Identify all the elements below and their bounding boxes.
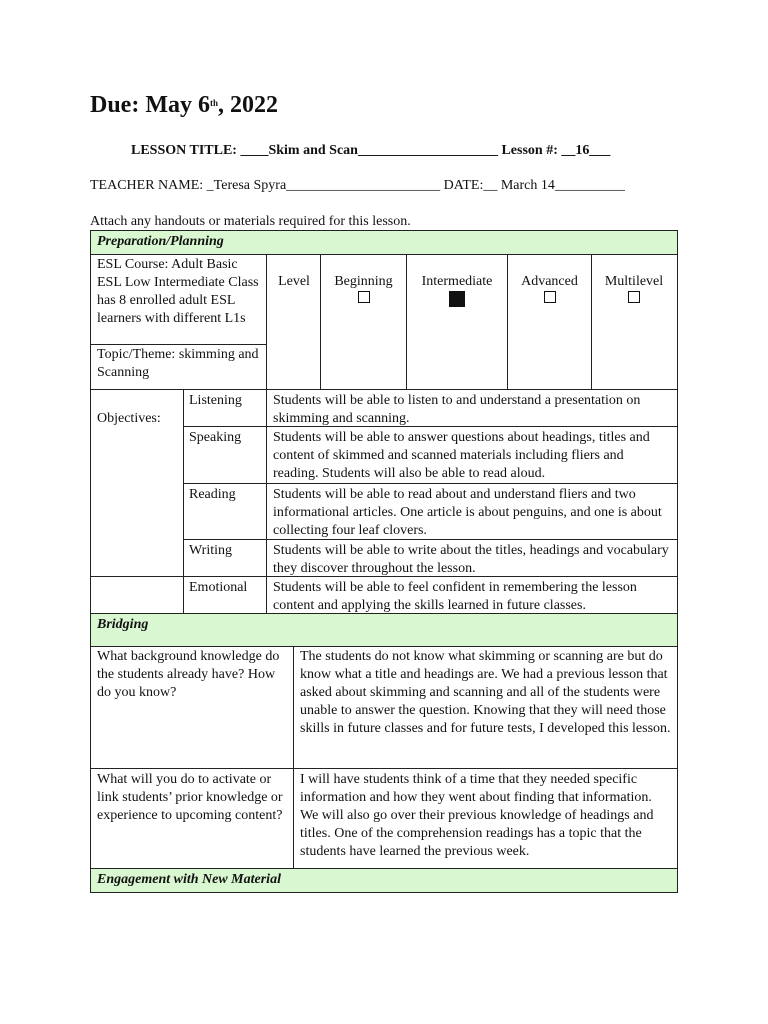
- course-topic: Topic/Theme: skimming and Scanning: [97, 347, 259, 380]
- bridging-header-bg: [90, 614, 677, 647]
- objective-skill-emotional: Emotional: [189, 580, 248, 595]
- grid-line: [320, 254, 321, 390]
- prep-section-title: Preparation/Planning: [97, 234, 224, 249]
- lesson-number-label: Lesson #:: [497, 143, 562, 158]
- grid-line: [90, 892, 678, 893]
- grid-line: [591, 254, 592, 390]
- grid-line: [90, 613, 678, 614]
- checkbox-advanced-icon[interactable]: [544, 291, 556, 303]
- level-advanced: [508, 273, 591, 309]
- due-suffix: , 2022: [218, 92, 278, 118]
- bridging-question-1: What background knowledge do the students already have? How do you know?: [97, 649, 280, 700]
- grid-line: [183, 483, 678, 484]
- level-intermediate: [406, 273, 508, 313]
- objective-text-emotional: Students will be able to feel confident in remembering the lesson content and applying the skills learned in future classes.: [273, 580, 637, 613]
- teacher-value: _Teresa Spyra______________________: [206, 178, 441, 193]
- level-beginning: [321, 273, 406, 309]
- grid-line: [90, 768, 678, 769]
- objective-text-listening: Students will be able to listen to and understand a presentation on skimming and scanning.: [273, 393, 641, 426]
- teacher-label: TEACHER NAME:: [90, 178, 207, 193]
- objective-text-writing: Students will be able to write about the titles, headings and vocabulary they discover throughout the lesson.: [273, 543, 669, 576]
- lesson-number-value: __16___: [561, 143, 611, 158]
- grid-line: [183, 389, 184, 614]
- grid-line: [406, 254, 407, 390]
- objectives-label: Objectives:: [97, 411, 161, 426]
- lesson-title-label: LESSON TITLE:: [131, 143, 241, 158]
- teacher-line: [90, 178, 625, 194]
- objective-text-speaking: Students will be able to answer questions about headings, titles and content of skimmed and scanned materials including fliers and reading. Students will also be able to read aloud.: [273, 430, 650, 481]
- grid-line: [183, 539, 678, 540]
- checkbox-multilevel-icon[interactable]: [628, 291, 640, 303]
- bridging-answer-1: The students do not know what skimming or scanning are but do know what a title and headings are. We had a previous lesson that asked about skimming and scanning and all of the students were unable to answer the question. Knowing that they will need those skills in future classes and for future tests, I developed this lesson.: [300, 649, 671, 736]
- due-superscript: th: [209, 98, 218, 108]
- grid-line: [90, 344, 267, 345]
- attach-note: Attach any handouts or materials required for this lesson.: [90, 214, 411, 229]
- grid-line: [90, 646, 678, 647]
- grid-line: [266, 254, 267, 390]
- level-beginning-label: Beginning: [334, 274, 393, 289]
- bridging-answer-2: I will have students think of a time that they needed specific information and how they went about finding that information. We will also go over their previous knowledge of headings and titles. One of the comprehension readings has a topic that the students have learned the previous week.: [300, 772, 654, 859]
- engagement-section-title: Engagement with New Material: [97, 872, 281, 887]
- course-description: ESL Course: Adult Basic ESL Low Intermediate Class has 8 enrolled adult ESL learners with different L1s: [97, 257, 259, 326]
- grid-line: [90, 868, 678, 869]
- lesson-title-value: ____Skim and Scan____________________: [240, 143, 498, 158]
- due-prefix: Due: May 6: [90, 92, 210, 118]
- objective-skill-speaking: Speaking: [189, 430, 242, 445]
- lesson-title-line: [131, 143, 610, 159]
- due-date-heading: [90, 92, 278, 119]
- objective-skill-writing: Writing: [189, 543, 232, 558]
- grid-line: [677, 230, 678, 893]
- grid-line: [266, 389, 267, 614]
- grid-line: [90, 389, 678, 390]
- grid-line: [90, 230, 91, 893]
- date-value: __ March 14__________: [483, 178, 625, 193]
- date-label: DATE:: [440, 178, 484, 193]
- objective-skill-reading: Reading: [189, 487, 236, 502]
- objective-text-reading: Students will be able to read about and understand fliers and two informational articles. One article is about penguins, and one is about collecting four leaf clovers.: [273, 487, 662, 538]
- grid-line: [183, 426, 678, 427]
- objective-skill-listening: Listening: [189, 393, 242, 408]
- level-intermediate-label: Intermediate: [421, 274, 493, 289]
- grid-line: [90, 230, 678, 231]
- grid-line: [90, 254, 678, 255]
- bridging-section-title: Bridging: [97, 617, 149, 632]
- checkbox-beginning-icon[interactable]: [358, 291, 370, 303]
- grid-line: [507, 254, 508, 390]
- level-multilevel-label: Multilevel: [604, 274, 664, 289]
- grid-line: [90, 576, 678, 577]
- level-label: Level: [278, 274, 310, 289]
- bridging-question-2: What will you do to activate or link students’ prior knowledge or experience to upcoming content?: [97, 772, 283, 823]
- grid-line: [293, 646, 294, 869]
- level-multilevel: [591, 273, 677, 309]
- checkbox-intermediate-checked-icon[interactable]: [449, 291, 465, 307]
- level-advanced-label: Advanced: [521, 274, 578, 289]
